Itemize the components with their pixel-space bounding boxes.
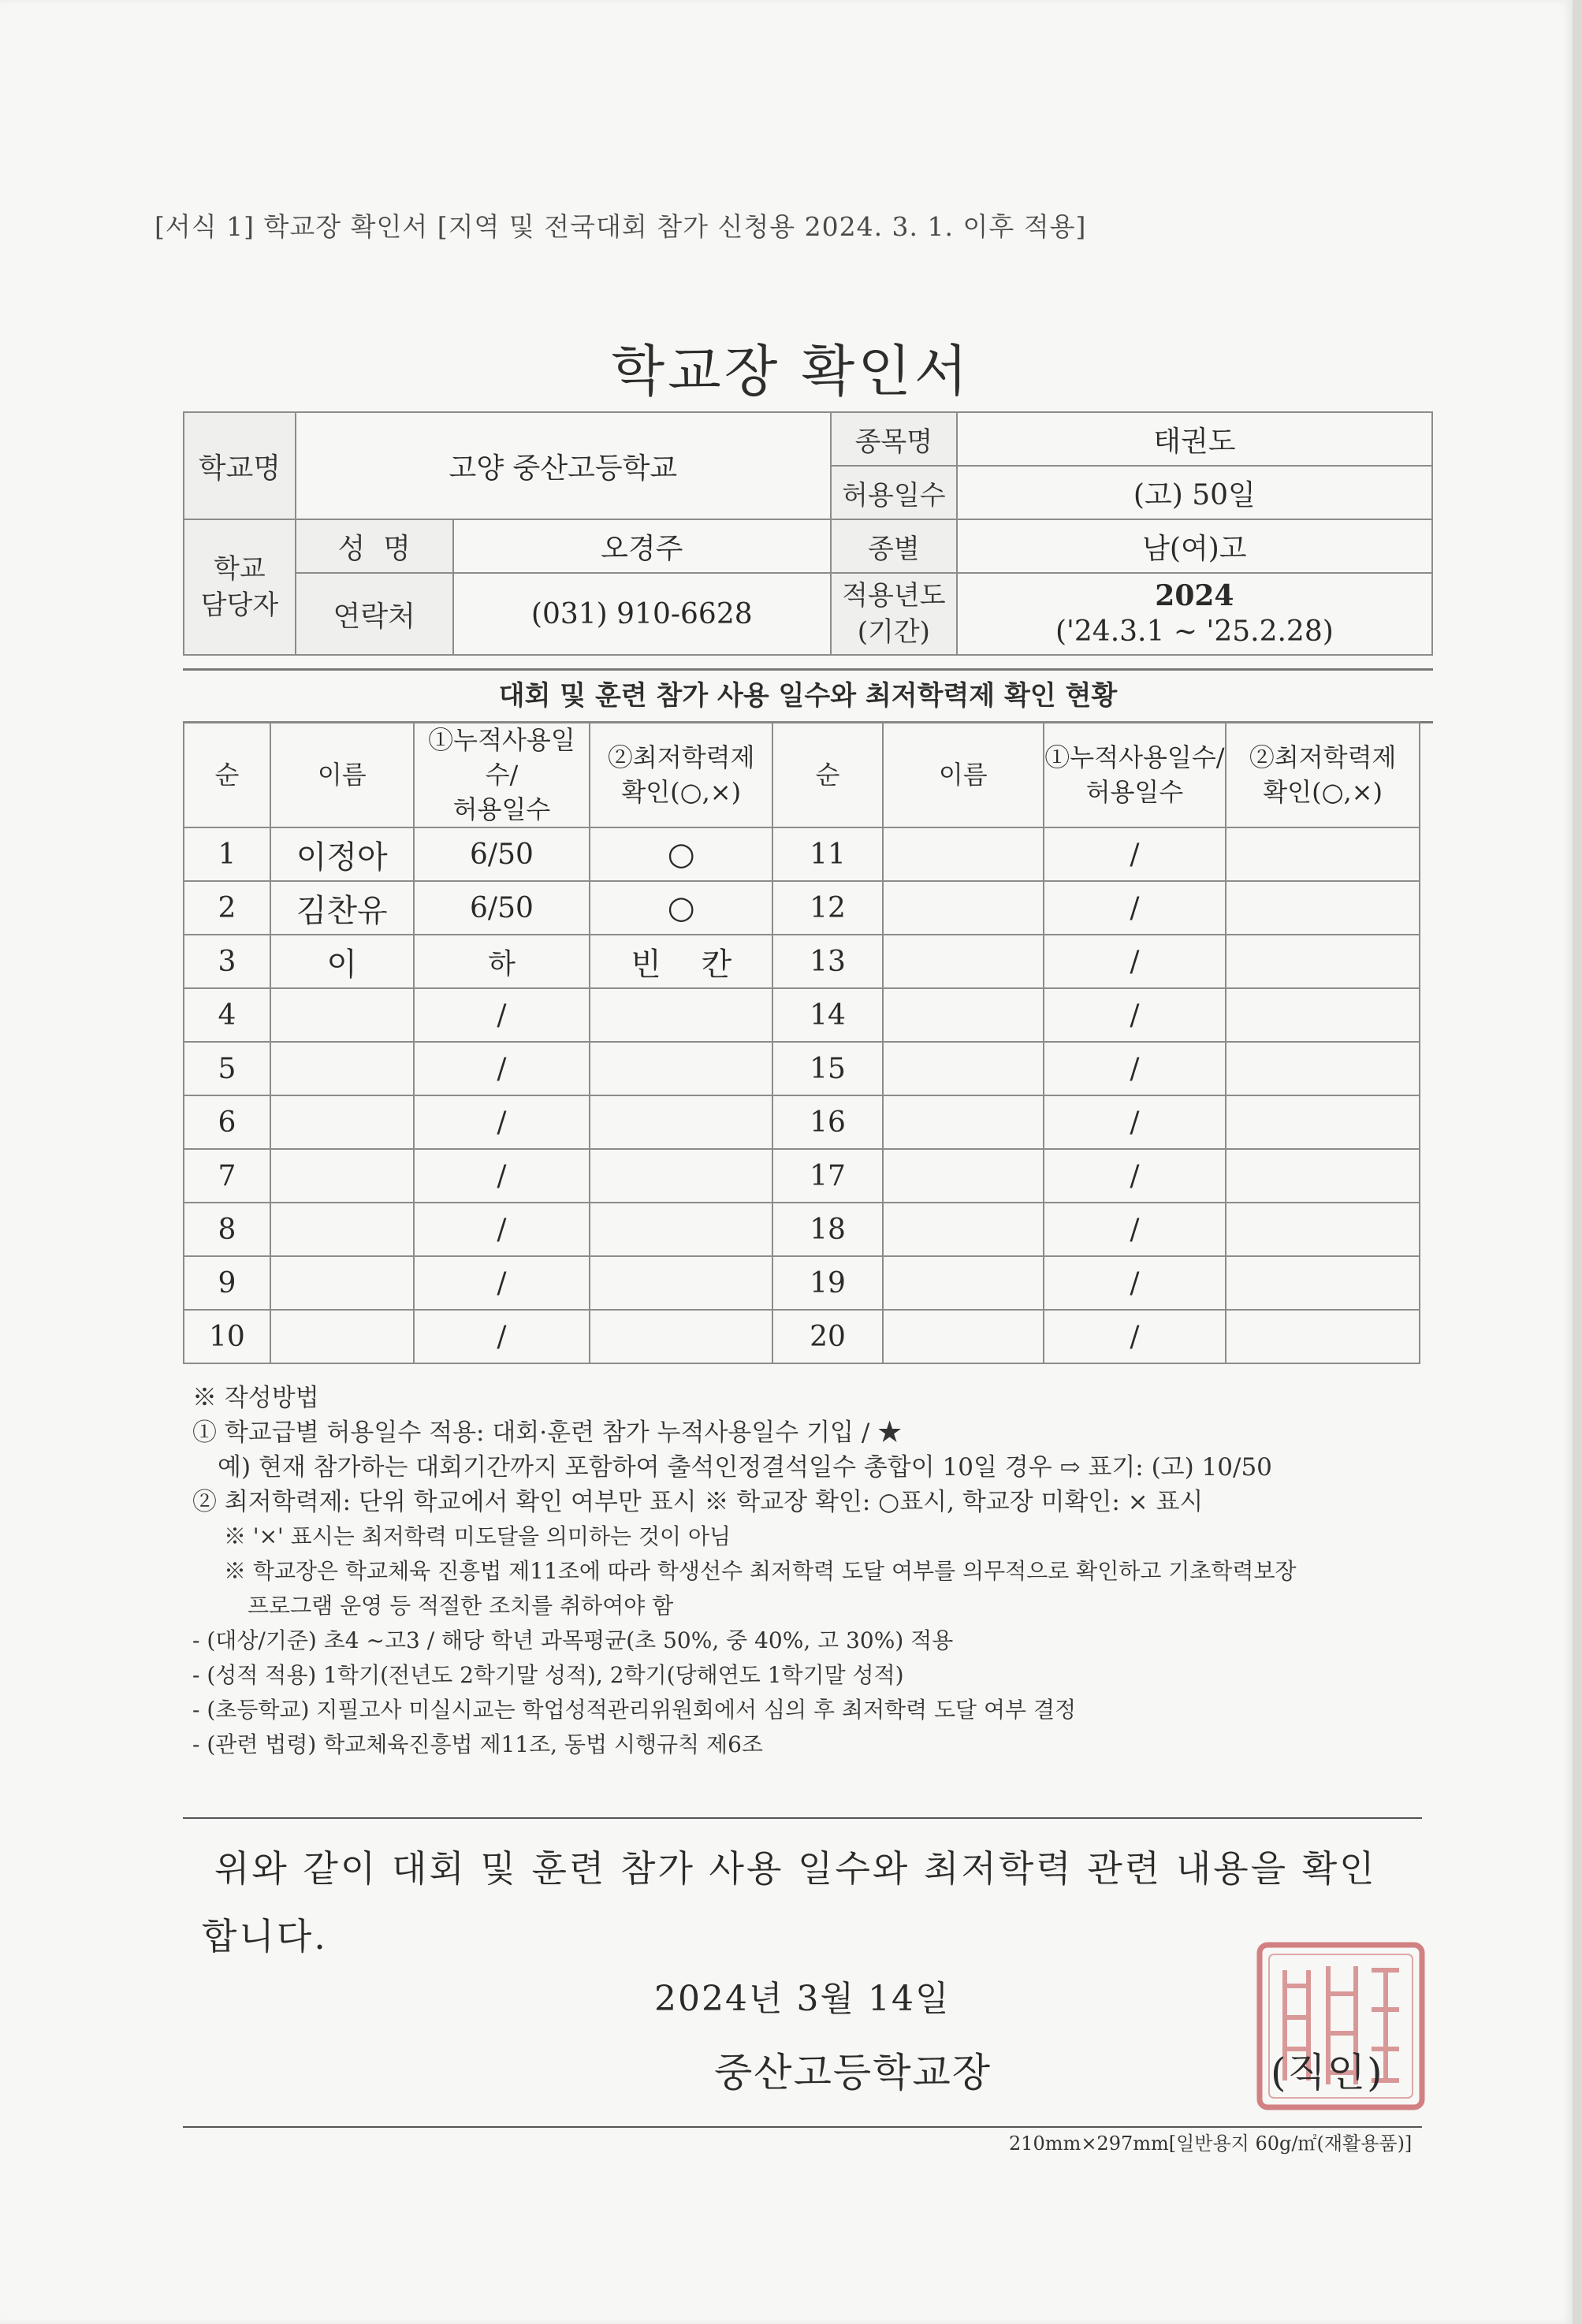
event-label: 종목명 xyxy=(831,412,957,466)
table-row xyxy=(184,1203,1420,1256)
cell-name1 xyxy=(270,1042,414,1095)
table-row xyxy=(184,1310,1420,1363)
list-header-0: 순 xyxy=(184,722,270,827)
cell-name2 xyxy=(883,881,1044,935)
period-value: ('24.3.1 ~ '25.2.28) xyxy=(1055,615,1334,648)
table-row xyxy=(184,1256,1420,1310)
cell-n1: 10 xyxy=(184,1310,270,1363)
cell-days2: / xyxy=(1044,881,1227,935)
cell-chk1 xyxy=(590,1203,772,1256)
cell-days2: / xyxy=(1044,1203,1227,1256)
cell-n1: 7 xyxy=(184,1149,270,1203)
cell-n2: 13 xyxy=(772,935,883,988)
cell-chk2 xyxy=(1226,1256,1420,1310)
cell-n2: 19 xyxy=(772,1256,883,1310)
cell-chk2 xyxy=(1226,881,1420,935)
note-dash-2: - (성적 적용) 1학기(전년도 2학기말 성적), 2학기(당해연도 1학기말 성적) xyxy=(192,1662,904,1688)
note-dash-1: - (대상/기준) 초4 ~고3 / 해당 학년 과목평균(초 50%, 중 40%, 고 30%) 적용 xyxy=(192,1627,954,1653)
issue-date: 2024년 3월 14일 xyxy=(654,1979,951,2019)
cell-days1: / xyxy=(414,1095,590,1149)
list-header-1: 이름 xyxy=(270,722,414,827)
cell-name1: 김찬유 xyxy=(270,881,414,935)
cell-days2: / xyxy=(1044,1310,1227,1363)
cell-name2 xyxy=(883,935,1044,988)
cell-chk2 xyxy=(1226,827,1420,881)
cell-name2 xyxy=(883,1256,1044,1310)
year-label: 적용년도 (기간) xyxy=(831,573,957,655)
cell-n1: 5 xyxy=(184,1042,270,1095)
cell-chk1 xyxy=(590,1310,772,1363)
participation-table xyxy=(183,721,1420,1364)
cell-days1: / xyxy=(414,1203,590,1256)
cell-name1 xyxy=(270,1256,414,1310)
list-header-7: ②최저학력제 확인(○,×) xyxy=(1226,722,1420,827)
document-title: 학교장 확인서 xyxy=(611,339,971,403)
cell-n1: 4 xyxy=(184,988,270,1042)
cell-n2: 20 xyxy=(772,1310,883,1363)
cell-n1: 8 xyxy=(184,1203,270,1256)
list-header-6: ①누적사용일수/ 허용일수 xyxy=(1044,722,1227,827)
cell-chk1: ○ xyxy=(590,827,772,881)
cell-n2: 17 xyxy=(772,1149,883,1203)
writing-instructions xyxy=(192,1381,1438,1762)
table-row xyxy=(184,1149,1420,1203)
seal-label: (직인) xyxy=(1271,2050,1384,2095)
cell-days1: 하 xyxy=(414,935,590,988)
list-header-5: 이름 xyxy=(883,722,1044,827)
cell-days1: / xyxy=(414,1310,590,1363)
gender-label: 종별 xyxy=(831,519,957,573)
cell-n2: 11 xyxy=(772,827,883,881)
cell-chk1 xyxy=(590,1095,772,1149)
cell-n2: 12 xyxy=(772,881,883,935)
staff-name-value: 오경주 xyxy=(453,519,831,573)
cell-n2: 14 xyxy=(772,988,883,1042)
cell-days2: / xyxy=(1044,827,1227,881)
contact-label: 연락처 xyxy=(296,573,453,655)
list-header-4: 순 xyxy=(772,722,883,827)
cell-n2: 15 xyxy=(772,1042,883,1095)
status-banner: 대회 및 훈련 참가 사용 일수와 최저학력제 확인 현황 xyxy=(183,668,1433,723)
cell-n1: 2 xyxy=(184,881,270,935)
cell-name1 xyxy=(270,1203,414,1256)
cell-name2 xyxy=(883,827,1044,881)
list-header-3: ②최저학력제 확인(○,×) xyxy=(590,722,772,827)
allowed-days-value: (고) 50일 xyxy=(957,466,1432,519)
table-row xyxy=(184,935,1420,988)
table-row xyxy=(184,881,1420,935)
table-row xyxy=(184,827,1420,881)
school-value: 고양 중산고등학교 xyxy=(296,412,831,519)
confirmation-line-2: 합니다. xyxy=(202,1915,328,1958)
cell-name1 xyxy=(270,1310,414,1363)
cell-chk1 xyxy=(590,1042,772,1095)
note-item-1: ① 학교급별 허용일수 적용: 대회·훈련 참가 누적사용일수 기입 / ★ xyxy=(192,1419,903,1447)
cell-chk1 xyxy=(590,988,772,1042)
cell-name1: 이 xyxy=(270,935,414,988)
table-row xyxy=(184,1042,1420,1095)
paper-spec-footer: 210mm×297mm[일반용지 60g/㎡(재활용품)] xyxy=(1009,2133,1413,2155)
list-header-2: ①누적사용일수/ 허용일수 xyxy=(414,722,590,827)
cell-days2: / xyxy=(1044,1149,1227,1203)
staff-name-label: 성 명 xyxy=(296,519,453,573)
cell-name1 xyxy=(270,1095,414,1149)
cell-chk1: 빈 칸 xyxy=(590,935,772,988)
cell-chk2 xyxy=(1226,935,1420,988)
form-header: [서식 1] 학교장 확인서 [지역 및 전국대회 참가 신청용 2024. 3. 1. 이후 적용] xyxy=(154,211,1087,242)
cell-chk2 xyxy=(1226,1095,1420,1149)
cell-name1: 이정아 xyxy=(270,827,414,881)
cell-days2: / xyxy=(1044,1042,1227,1095)
cell-name2 xyxy=(883,1042,1044,1095)
year-value: 2024 xyxy=(1155,579,1234,612)
cell-name2 xyxy=(883,1203,1044,1256)
cell-name2 xyxy=(883,1095,1044,1149)
cell-days1: / xyxy=(414,1256,590,1310)
cell-chk2 xyxy=(1226,1042,1420,1095)
table-row xyxy=(184,1095,1420,1149)
cell-days1: 6/50 xyxy=(414,881,590,935)
cell-days2: / xyxy=(1044,935,1227,988)
school-info-table xyxy=(183,411,1433,656)
staff-label: 학교 담당자 xyxy=(184,519,296,655)
cell-name2 xyxy=(883,1149,1044,1203)
principal-title: 중산고등학교장 xyxy=(714,2050,992,2095)
cell-chk2 xyxy=(1226,988,1420,1042)
cell-days2: / xyxy=(1044,1256,1227,1310)
cell-chk2 xyxy=(1226,1149,1420,1203)
cell-days1: / xyxy=(414,988,590,1042)
cell-chk2 xyxy=(1226,1203,1420,1256)
notes-heading: ※ 작성방법 xyxy=(192,1384,319,1412)
cell-n2: 18 xyxy=(772,1203,883,1256)
cell-days1: / xyxy=(414,1149,590,1203)
cell-name1 xyxy=(270,1149,414,1203)
gender-value: 남(여)고 xyxy=(957,519,1432,573)
event-value: 태권도 xyxy=(957,412,1432,466)
year-cell xyxy=(957,573,1432,655)
cell-days2: / xyxy=(1044,988,1227,1042)
cell-days1: 6/50 xyxy=(414,827,590,881)
cell-name2 xyxy=(883,988,1044,1042)
note-item-2b: ※ 학교장은 학교체육 진흥법 제11조에 따라 학생선수 최저학력 도달 여부를 의무적으로 확인하고 기초학력보장 xyxy=(224,1558,1297,1584)
cell-chk1 xyxy=(590,1149,772,1203)
school-label: 학교명 xyxy=(184,412,296,519)
confirmation-line-1: 위와 같이 대회 및 훈련 참가 사용 일수와 최저학력 관련 내용을 확인 xyxy=(214,1847,1377,1890)
cell-name2 xyxy=(883,1310,1044,1363)
cell-name1 xyxy=(270,988,414,1042)
note-item-1-example: 예) 현재 참가하는 대회기간까지 포함하여 출석인정결석일수 총합이 10일 경우 ⇨ 표기: (고) 10/50 xyxy=(218,1453,1272,1482)
table-row xyxy=(184,988,1420,1042)
allowed-days-label: 허용일수 xyxy=(831,466,957,519)
cell-n1: 6 xyxy=(184,1095,270,1149)
note-dash-4: - (관련 법령) 학교체육진흥법 제11조, 동법 시행규칙 제6조 xyxy=(192,1731,763,1757)
cell-chk1 xyxy=(590,1256,772,1310)
contact-value: (031) 910-6628 xyxy=(453,573,831,655)
cell-n1: 3 xyxy=(184,935,270,988)
confirmation-text xyxy=(202,1835,1397,1970)
cell-days2: / xyxy=(1044,1095,1227,1149)
cell-chk2 xyxy=(1226,1310,1420,1363)
cell-days1: / xyxy=(414,1042,590,1095)
cell-n2: 16 xyxy=(772,1095,883,1149)
cell-chk1: ○ xyxy=(590,881,772,935)
cell-n1: 1 xyxy=(184,827,270,881)
divider-top xyxy=(183,1817,1422,1819)
note-item-2: ② 최저학력제: 단위 학교에서 확인 여부만 표시 ※ 학교장 확인: ○표시, 학교장 미확인: × 표시 xyxy=(192,1488,1204,1516)
note-dash-3: - (초등학교) 지필고사 미실시교는 학업성적관리위원회에서 심의 후 최저학력 도달 여부 결정 xyxy=(192,1697,1077,1723)
note-item-2c: 프로그램 운영 등 적절한 조치를 취하여야 함 xyxy=(248,1593,674,1619)
cell-n1: 9 xyxy=(184,1256,270,1310)
note-item-2a: ※ '×' 표시는 최저학력 미도달을 의미하는 것이 아님 xyxy=(224,1523,731,1549)
